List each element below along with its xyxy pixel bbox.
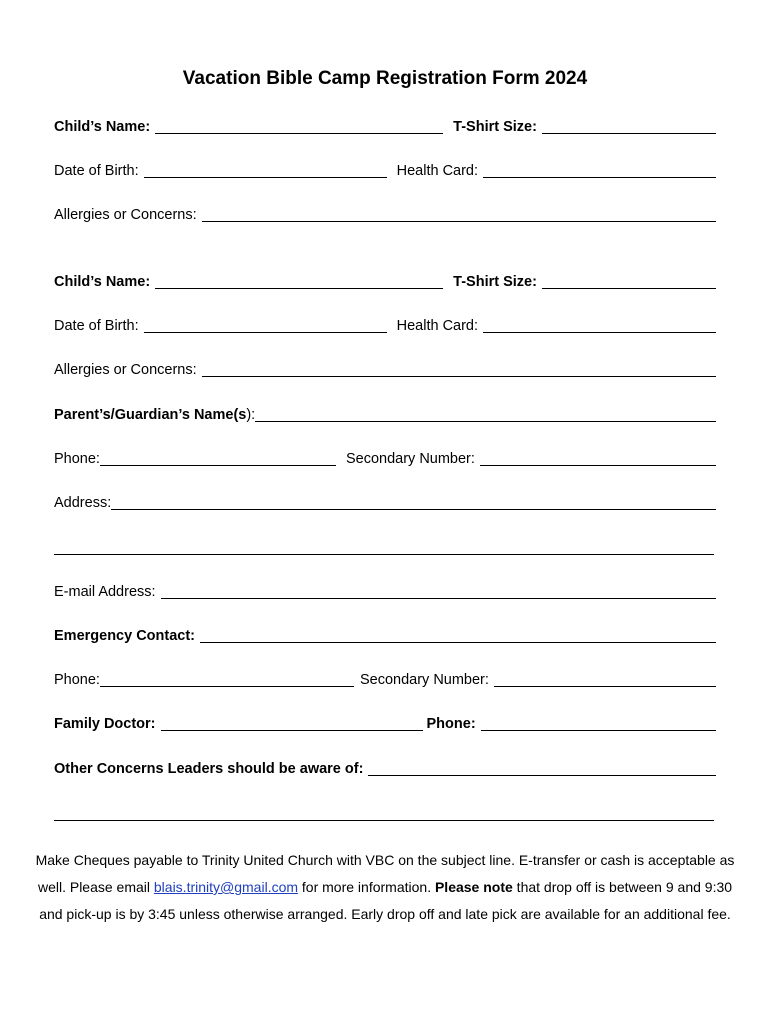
phone-field[interactable]: [100, 671, 354, 687]
doctor-phone-field[interactable]: [481, 715, 716, 731]
other-concerns-line-2[interactable]: [54, 804, 714, 821]
parent-name-label: Parent’s/Guardian’s Name(s):: [54, 407, 256, 423]
emergency-contact-row: [54, 627, 716, 645]
health-card-field[interactable]: [483, 317, 716, 333]
other-concerns-row: [54, 760, 716, 778]
date-of-birth-label: Date of Birth:: [54, 163, 139, 179]
child-name-field[interactable]: [155, 273, 443, 289]
health-card-label: Health Card:: [396, 318, 479, 334]
secondary-number-label: Secondary Number:: [359, 672, 489, 688]
phone-field[interactable]: [100, 450, 336, 466]
allergies-field[interactable]: [202, 361, 716, 377]
child1-dob-row: [54, 162, 716, 180]
emergency-contact-field[interactable]: [200, 627, 716, 643]
child2-allergies-row: [54, 361, 716, 379]
secondary-number-label: Secondary Number:: [345, 451, 475, 467]
tshirt-size-label: T-Shirt Size:: [453, 274, 537, 290]
date-of-birth-field[interactable]: [144, 162, 387, 178]
health-card-field[interactable]: [483, 162, 716, 178]
tshirt-size-label: T-Shirt Size:: [453, 119, 537, 135]
family-doctor-field[interactable]: [161, 715, 423, 731]
emergency-contact-label: Emergency Contact:: [54, 628, 196, 644]
parent-name-field[interactable]: [255, 406, 716, 422]
health-card-label: Health Card:: [396, 163, 479, 179]
form-title: Vacation Bible Camp Registration Form 2024: [182, 68, 588, 89]
phone-label: Phone:: [54, 672, 100, 688]
child-name-label: Child’s Name:: [54, 274, 151, 290]
other-concerns-field[interactable]: [368, 760, 716, 776]
parent-phone-row: [54, 450, 716, 468]
date-of-birth-label: Date of Birth:: [54, 318, 139, 334]
email-field[interactable]: [161, 583, 716, 599]
family-doctor-label: Family Doctor:: [54, 716, 156, 732]
tshirt-size-field[interactable]: [542, 118, 716, 134]
phone-label: Phone:: [54, 451, 100, 467]
email-row: [54, 583, 716, 601]
secondary-number-field[interactable]: [494, 671, 716, 687]
payment-note: Make Cheques payable to Trinity United Church with VBC on the subject line. E-transfer or cash is acceptable as well. Please email blais.trinity@gmail.com for more information. Please note that drop off is between 9 and 9:30 and pick-up is by 3:45 unless otherwise arranged. Early drop off and late pick are available for an additional fee.: [35, 852, 735, 922]
contact-email-link[interactable]: blais.trinity@gmail.com: [153, 879, 299, 895]
child1-allergies-row: [54, 206, 716, 224]
doctor-phone-label: Phone:: [426, 716, 476, 732]
allergies-field[interactable]: [202, 206, 716, 222]
child1-name-row: [54, 118, 716, 136]
tshirt-size-field[interactable]: [542, 273, 716, 289]
parent-name-row: [54, 406, 716, 424]
allergies-label: Allergies or Concerns:: [54, 207, 197, 223]
secondary-number-field[interactable]: [480, 450, 716, 466]
address-label: Address:: [54, 495, 112, 511]
address-line-2[interactable]: [54, 538, 714, 555]
date-of-birth-field[interactable]: [144, 317, 387, 333]
child-name-label: Child’s Name:: [54, 119, 151, 135]
child-name-field[interactable]: [155, 118, 443, 134]
family-doctor-row: [54, 715, 716, 733]
child2-name-row: [54, 273, 716, 291]
address-row: [54, 494, 716, 512]
child2-dob-row: [54, 317, 716, 335]
other-concerns-label: Other Concerns Leaders should be aware of:: [54, 761, 364, 777]
emergency-phone-row: [54, 671, 716, 689]
allergies-label: Allergies or Concerns:: [54, 362, 197, 378]
address-field[interactable]: [111, 494, 716, 510]
email-label: E-mail Address:: [54, 584, 156, 600]
